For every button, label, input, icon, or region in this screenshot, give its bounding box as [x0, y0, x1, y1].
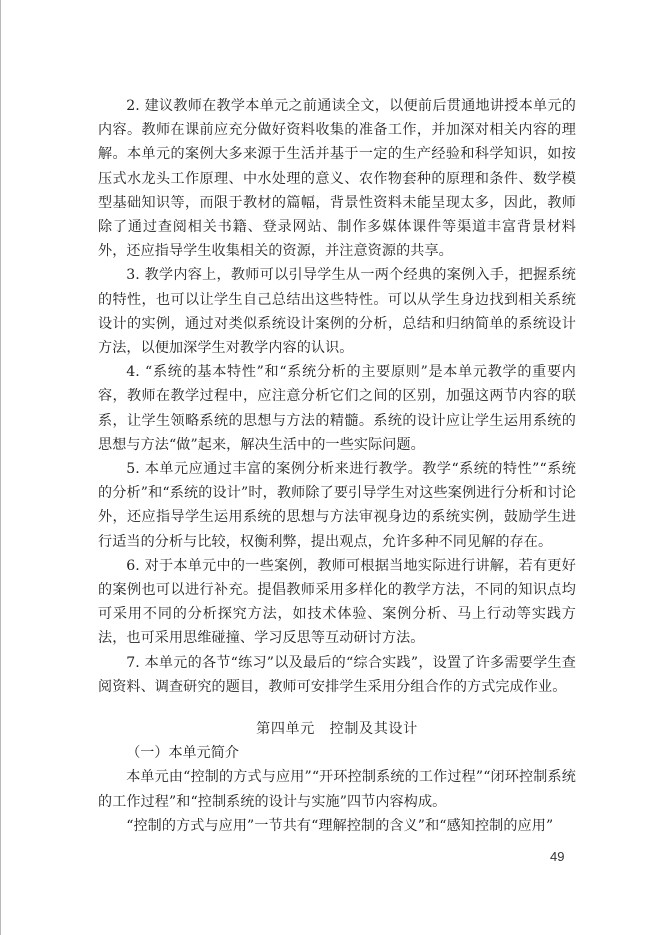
unit-title: 第四单元 控制及其设计	[256, 721, 418, 738]
section-heading: （一）本单元简介	[126, 745, 239, 762]
page-edge	[0, 0, 1, 935]
page-body	[98, 94, 576, 838]
page-number: 49	[550, 849, 565, 864]
paragraph-2: 2. 建议教师在教学本单元之前通读全文，以便前后贯通地讲授本单元的内容。教师在课前应充分做好资料收集的准备工作，并加深对相关内容的理解。本单元的案例大多来源于生活并基于一定的生产经验和科学知识，如按压式水龙头工作原理、中水处理的意义、农作物套种的原理和条件、数学模型基础知识等，而限于教材的篇幅，背景性资料未能呈现太多，因此，教师除了通过查阅相关书籍、登录网站、制作多媒体课件等渠道丰富背景材料外，还应指导学生收集相关的资源，并注意资源的共享。	[98, 98, 576, 260]
intro-paragraph-continued: “控制的方式与应用”一节共有“理解控制的含义”和“感知控制的应用”	[126, 817, 554, 834]
paragraph-7: 7. 本单元的各节“练习”以及最后的“综合实践”，设置了许多需要学生查阅资料、调查研究的题目，教师可安排学生采用分组合作的方式完成作业。	[98, 654, 576, 695]
paragraph-5: 5. 本单元应通过丰富的案例分析来进行教学。教学“系统的特性”“系统的分析”和“系统的设计”时，教师除了要引导学生对这些案例进行分析和讨论外，还应指导学生运用系统的思想与方法审视身边的系统实例，鼓励学生进行适当的分析与比较，权衡利弊，提出观点，允许多种不同见解的存在。	[98, 461, 576, 550]
paragraph-3: 3. 教学内容上，教师可以引导学生从一两个经典的案例入手，把握系统的特性，也可以让学生自己总结出这些特性。可以从学生身边找到相关系统设计的实例，通过对类似系统设计案例的分析，总结和归纳简单的系统设计方法，以便加深学生对教学内容的认识。	[98, 267, 576, 357]
paragraph-6: 6. 对于本单元中的一些案例，教师可根据当地实际进行讲解，若有更好的案例也可以进行补充。提倡教师采用多样化的教学方法，不同的知识点均可采用不同的分析探究方法，如技术体验、案例分析、马上行动等实践方法，也可采用思维碰撞、学习反思等互动研讨方法。	[98, 557, 576, 647]
paragraph-4: 4. “系统的基本特性”和“系统分析的主要原则”是本单元教学的重要内容，教师在教学过程中，应注意分析它们之间的区别，加强这两节内容的联系，让学生领略系统的思想与方法的精髓。系统的设计应让学生运用系统的思想与方法“做”起来，解决生活中的一些实际问题。	[98, 364, 576, 453]
intro-paragraph: 本单元由“控制的方式与应用”“开环控制系统的工作过程”“闭环控制系统的工作过程”和“控制系统的设计与实施”四节内容构成。	[98, 769, 576, 810]
